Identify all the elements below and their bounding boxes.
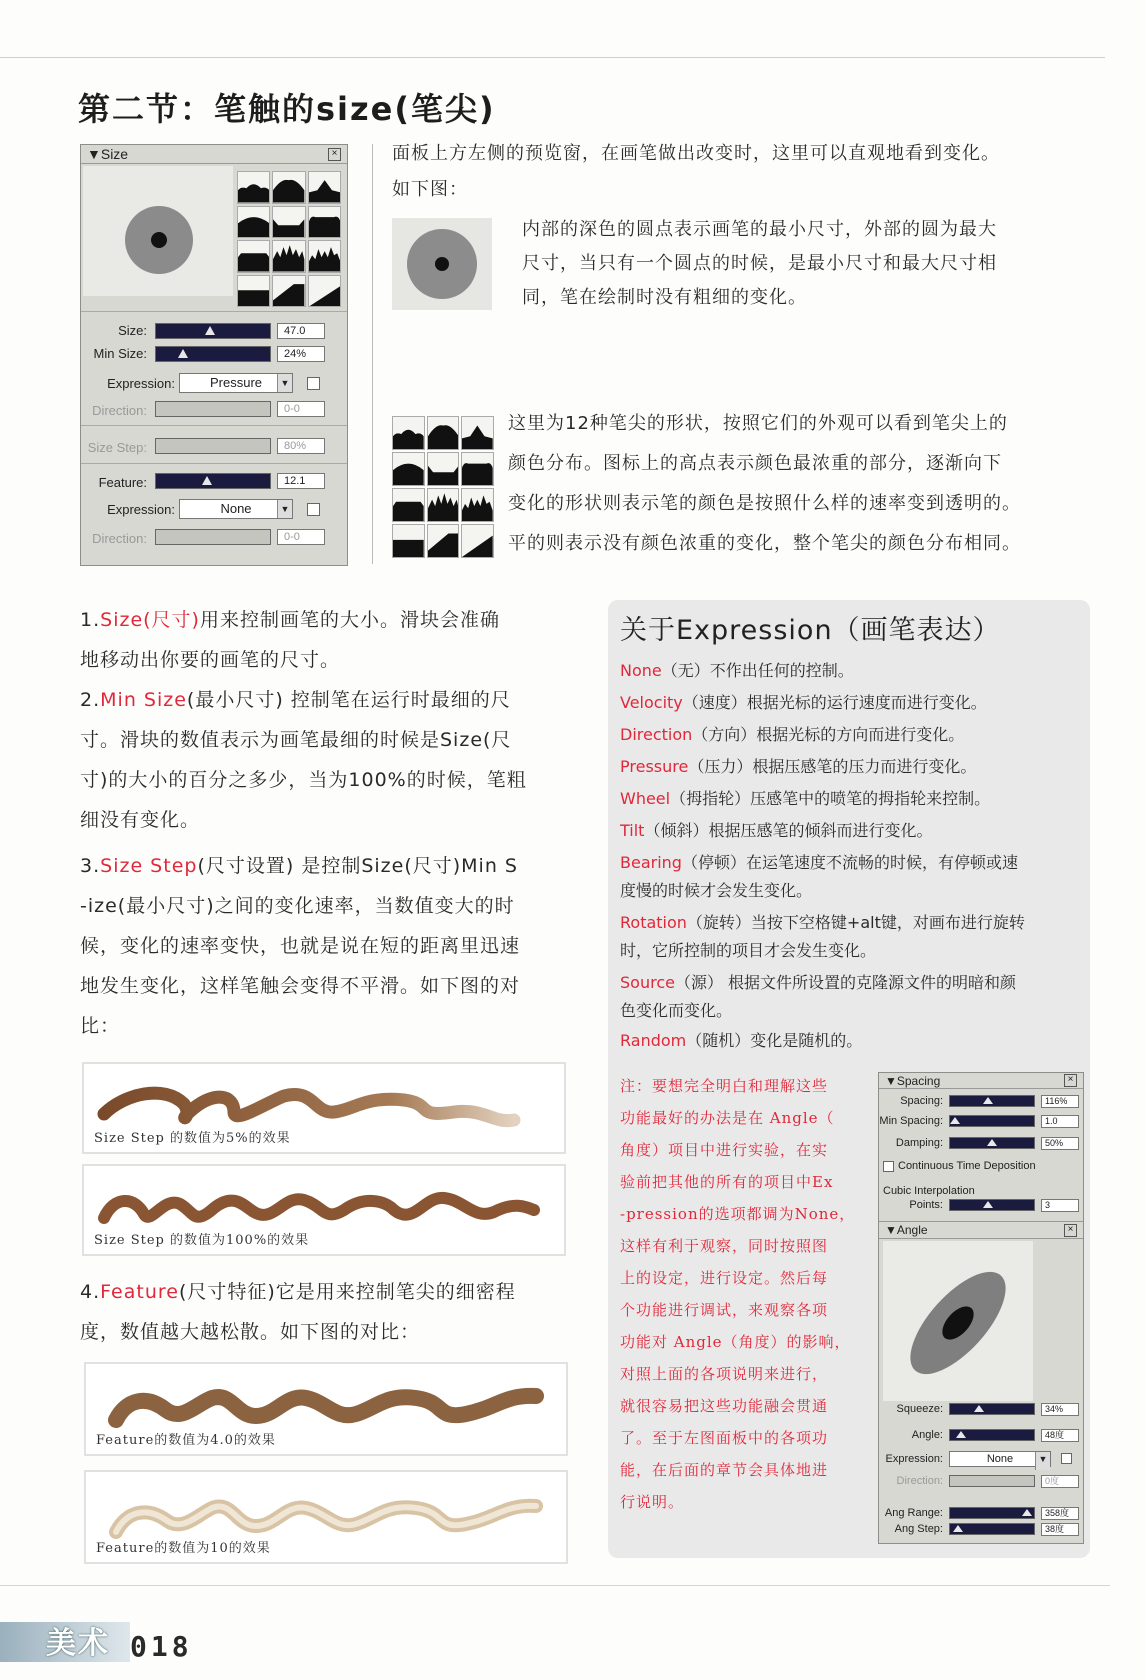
item-3 [80,846,580,886]
tip-shape-12[interactable] [308,275,341,308]
note-line: -pression的选项都调为None， [620,1205,856,1223]
tip-shape-11 [427,524,460,558]
angle-preview [883,1241,1033,1401]
slider-knob[interactable] [983,1097,993,1104]
expression-select[interactable]: Pressure ▼ [179,373,293,393]
tip-shape-7[interactable] [237,240,270,273]
min-spacing-value[interactable]: 1.0 [1041,1115,1079,1128]
item-3-keyword: Size Step [100,855,198,877]
direction-value[interactable]: 0-0 [277,401,325,417]
tip-shape-1[interactable] [237,171,270,204]
item-2-text-3: 寸)的大小的百分之多少，当为100%的时候，笔粗 [80,769,527,791]
page-number: 018 [130,1630,193,1663]
caption-2: Size Step 的数值为100%的效果 [94,1233,310,1248]
feature-value[interactable]: 12.1 [277,473,325,489]
note-line: 角度）项目中进行实验，在实 [620,1141,829,1159]
size-panel-header [81,145,347,164]
ang-step-label: Ang Step: [894,1523,943,1535]
item-3-text-3: 候，变化的速率变快，也就是说在短的距离里迅速 [80,935,521,957]
exp-pressure [620,752,976,782]
brush-dot-icon [83,166,233,296]
exp-pressure-text: （压力）根据压感笔的压力而进行变化。 [688,757,977,776]
tip-shape-1 [392,416,425,450]
direction2-value[interactable]: 0-0 [277,529,325,545]
angle-expression-label: Expression: [885,1453,943,1465]
damping-slider[interactable] [949,1137,1035,1149]
brush-tip-grid [237,171,341,307]
expression-title: 关于Expression（画笔表达） [620,615,1001,646]
size-panel-title: ▼Size [87,146,129,162]
feature-slider[interactable] [155,473,271,489]
exp-direction-kw: Direction [620,725,693,744]
tip-shape-10[interactable] [237,275,270,308]
squeeze-slider[interactable] [949,1403,1035,1415]
exp-random-text: （随机）变化是随机的。 [686,1031,863,1050]
tip-shape-9 [461,488,494,522]
angle-dab-icon [883,1241,1033,1401]
continuous-checkbox[interactable] [883,1161,894,1172]
expression-row [81,373,347,395]
squeeze-row [879,1403,1083,1419]
size-panel [80,144,348,566]
top-rule [0,57,1105,58]
spacing-panel-title: ▼Spacing [885,1073,941,1088]
note-line: 能，在后面的章节会具体地进 [620,1461,829,1479]
left-items [80,600,580,1046]
note-line: 个功能进行调试，来观察各项 [620,1301,829,1319]
spacing-slider[interactable] [949,1095,1035,1107]
direction-row [81,401,347,421]
stroke-sample-3 [84,1362,568,1456]
item-2 [80,680,580,720]
exp-rotation-kw: Rotation [620,913,687,932]
tip-shape-2[interactable] [272,171,305,204]
tip-shape-4[interactable] [237,206,270,239]
expression-invert-checkbox[interactable] [307,377,320,390]
angle-panel-title: ▼Angle [885,1223,928,1237]
exp-bearing-text-2: 度慢的时候才会发生变化。 [620,881,813,900]
angle-direction-row [879,1475,1083,1491]
tip-text-1: 这里为12种笔尖的形状，按照它们的外观可以看到笔尖上的 [508,413,1008,434]
exp-random-kw: Random [620,1031,687,1050]
item-1-text-2: 地移动出你要的画笔的尺寸。 [80,649,341,671]
expression2-select[interactable]: None ▼ [179,499,293,519]
angle-label: Angle: [911,1429,943,1441]
item-3-text-5: 比： [80,1015,121,1037]
item-4-text: (尺寸特征)它是用来控制笔尖的细密程 [178,1281,516,1303]
tip-shape-9[interactable] [308,240,341,273]
feature-row [81,473,347,493]
exp-bearing-text: （停顿）在运笔速度不流畅的时候，有停顿或速 [681,853,1018,872]
tip-text-2: 颜色分布。图标上的高点表示颜色最浓重的部分，逐渐向下 [508,453,1002,474]
ang-step-row [879,1523,1083,1539]
size-value[interactable]: 47.0 [277,323,325,339]
squeeze-label: Squeeze: [896,1403,943,1415]
squeeze-value[interactable]: 34% [1041,1403,1079,1416]
item-4-num: 4. [80,1281,101,1303]
size-row [81,323,347,343]
tip-text-4: 平的则表示没有颜色浓重的变化，整个笔尖的颜色分布相同。 [508,533,1021,554]
exp-velocity-kw: Velocity [620,693,683,712]
tip-text-3: 变化的形状则表示笔的颜色是按照什么样的速率变到透明的。 [508,493,1021,514]
dot-text-3: 同，笔在绘制时没有粗细的变化。 [522,287,807,308]
min-size-label: Min Size: [93,346,147,361]
angle-slider[interactable] [949,1429,1035,1441]
exp-random [620,1026,862,1056]
stroke-sample-2 [82,1164,566,1256]
dot-preview [392,218,492,310]
exp-none [620,656,854,686]
damping-value[interactable]: 50% [1041,1137,1079,1150]
exp-source-text-2: 色变化而变化。 [620,1001,733,1020]
angle-direction-slider[interactable] [949,1475,1035,1487]
exp-rotation-text-2: 时，它所控制的项目才会发生变化。 [620,941,877,960]
angle-value[interactable]: 48度 [1041,1429,1079,1442]
angle-row [879,1429,1083,1445]
expression2-invert-checkbox[interactable] [307,503,320,516]
min-size-row [81,346,347,366]
item-3-text-4: 地发生变化，这样笔触会变得不平滑。如下图的对 [80,975,521,997]
note-line: 这样有利于观察，同时按照图 [620,1237,829,1255]
angle-expression-row [879,1451,1083,1469]
slider-knob[interactable] [205,326,215,335]
angle-expression-select[interactable]: None ▼ [949,1451,1051,1467]
exp-none-text: （无）不作出任何的控制。 [661,661,854,680]
exp-direction-text: （方向）根据光标的方向而进行变化。 [692,725,965,744]
exp-source [620,968,1016,998]
ang-range-row [879,1507,1083,1523]
exp-tilt-text: （倾斜）根据压感笔的倾斜而进行变化。 [644,821,933,840]
dot-text-2: 尺寸，当只有一个圆点的时候，是最小尺寸和最大尺寸相 [522,253,997,274]
tip-shape-3 [461,416,494,450]
tip-shape-7 [392,488,425,522]
points-slider[interactable] [949,1199,1035,1211]
exp-direction [620,720,964,750]
exp-pressure-kw: Pressure [620,757,689,776]
points-value[interactable]: 3 [1041,1199,1079,1212]
page-title: 第二节：笔触的size(笔尖) [78,90,496,128]
footer-rule [0,1585,1110,1586]
note-line: 功能对 Angle（角度）的影响， [620,1333,851,1351]
continuous-row [883,1159,1036,1173]
expression2-label: Expression: [107,502,175,517]
exp-source-kw: Source [620,973,675,992]
direction2-row [81,529,347,549]
item-2-keyword: Min Size [100,689,187,711]
item-2-text-2: 寸。滑块的数值表示为画笔最细的时候是Size(尺 [80,729,512,751]
slider-knob[interactable] [202,476,212,485]
spacing-angle-panel [878,1072,1084,1544]
stroke-sample-4 [84,1470,568,1564]
tip-shape-8[interactable] [272,240,305,273]
note-line: 对照上面的各项说明来进行， [620,1365,829,1383]
tip-shape-5 [427,452,460,486]
brush-preview [83,166,233,296]
angle-panel-header [879,1221,1083,1239]
slider-knob[interactable] [178,349,188,358]
note-line: 验前把其他的所有的项目中Ex [620,1173,834,1191]
exp-bearing-kw: Bearing [620,853,682,872]
exp-velocity [620,688,987,718]
note-line: 上的设定，进行设定。然后每 [620,1269,829,1287]
spacing-value[interactable]: 116% [1041,1095,1079,1108]
note-line: 了。至于左图面板中的各项功 [620,1429,829,1447]
brush-dot-icon [392,218,492,310]
direction2-label: Direction: [92,531,147,546]
ang-step-value[interactable]: 38度 [1041,1523,1079,1536]
close-icon[interactable]: × [1064,1224,1077,1237]
item-3-text-2: -ize(最小尺寸)之间的变化速率，当数值变大的时 [80,895,515,917]
points-label: Points: [909,1199,943,1211]
expression-label: Expression: [107,376,175,391]
tip-shape-6[interactable] [308,206,341,239]
caption-3: Feature的数值为4.0的效果 [96,1433,276,1448]
exp-rotation-text: （旋转）当按下空格键+alt键，对画布进行旋转 [686,913,1025,932]
intro-line-1: 面板上方左侧的预览窗，在画笔做出改变时，这里可以直观地看到变化。 [392,143,1000,164]
slider-knob[interactable] [983,1201,993,1208]
slider-knob[interactable] [953,1525,963,1532]
ang-range-value[interactable]: 358度 [1041,1507,1079,1520]
direction2-slider[interactable] [155,529,271,545]
size-step-label: Size Step: [87,440,147,455]
panel-divider [81,311,347,312]
dot-text-1: 内部的深色的圆点表示画笔的最小尺寸，外部的圆为最大 [522,219,997,240]
item-2-text-4: 细没有变化。 [80,809,201,831]
expression2-row [81,499,347,521]
slider-knob[interactable] [956,1431,966,1438]
item-4-keyword: Feature [100,1281,179,1303]
panel-divider [81,463,347,464]
slider-knob[interactable] [950,1117,960,1124]
note-line: 行说明。 [620,1493,685,1511]
exp-tilt [620,816,932,846]
direction-label: Direction: [92,403,147,418]
spacing-panel-header [879,1073,1083,1089]
panel-divider [81,425,347,426]
tip-shape-12 [461,524,494,558]
cubic-label: Cubic Interpolation [883,1185,975,1197]
size-slider[interactable] [155,323,271,339]
ang-range-label: Ang Range: [884,1507,943,1519]
item-1-text: 用来控制画笔的大小。滑块会准确 [199,609,500,631]
spacing-label: Spacing: [900,1095,943,1107]
damping-row [879,1137,1083,1153]
item-1-keyword: Size(尺寸) [100,609,200,631]
exp-source-text: （源） 根据文件所设置的克隆源文件的明暗和颜 [674,973,1017,992]
tip-shape-11[interactable] [272,275,305,308]
note-line: 功能最好的办法是在 Angle（ [620,1109,835,1127]
ang-step-slider[interactable] [949,1523,1035,1535]
min-size-slider[interactable] [155,346,271,362]
min-spacing-slider[interactable] [949,1115,1035,1127]
exp-rotation [620,908,1025,938]
tip-shape-5[interactable] [272,206,305,239]
tip-shape-8 [427,488,460,522]
angle-expression-checkbox[interactable] [1061,1453,1072,1464]
points-row [879,1199,1083,1215]
stroke-sample-1 [82,1062,566,1154]
caption-4: Feature的数值为10的效果 [96,1541,271,1556]
min-spacing-row [879,1115,1083,1131]
brush-tip-grid-large [392,416,494,558]
exp-tilt-kw: Tilt [620,821,645,840]
continuous-label: Continuous Time Deposition [898,1160,1036,1172]
size-step-slider[interactable] [155,438,271,454]
angle-direction-label: Direction: [896,1475,943,1487]
exp-bearing [620,848,1018,878]
tip-shape-10 [392,524,425,558]
intro-line-2: 如下图： [392,179,468,200]
item-1 [80,600,580,640]
note-line: 就很容易把这些功能融会贯通 [620,1397,829,1415]
item-4 [80,1272,580,1312]
spacing-row [879,1095,1083,1111]
note-block [620,1070,870,1518]
size-step-value[interactable]: 80% [277,438,325,454]
item-2-text: (最小尺寸) 控制笔在运行时最细的尺 [186,689,511,711]
logo: 美术 [46,1626,110,1661]
min-size-value[interactable]: 24% [277,346,325,362]
slider-knob[interactable] [1022,1509,1032,1516]
item-4-block [80,1272,580,1352]
exp-wheel-kw: Wheel [620,789,671,808]
size-label: Size: [118,323,147,338]
tip-shape-4 [392,452,425,486]
exp-velocity-text: （速度）根据光标的运行速度而进行变化。 [682,693,987,712]
ang-range-slider[interactable] [949,1507,1035,1519]
tip-shape-3[interactable] [308,171,341,204]
item-3-text: (尺寸设置) 是控制Size(尺寸)Min S [197,855,518,877]
min-spacing-label: Min Spacing: [879,1115,943,1127]
direction-slider[interactable] [155,401,271,417]
caption-1: Size Step 的数值为5%的效果 [94,1131,291,1146]
exp-wheel [620,784,990,814]
close-icon[interactable]: × [1064,1074,1077,1087]
tip-shape-2 [427,416,460,450]
slider-knob[interactable] [987,1139,997,1146]
note-line: 注：要想完全明白和理解这些 [620,1077,829,1095]
tip-shape-6 [461,452,494,486]
close-icon[interactable]: × [328,148,341,161]
item-1-num: 1. [80,609,101,631]
exp-none-kw: None [620,661,662,680]
column-divider [372,144,373,564]
item-4-text-2: 度，数值越大越松散。如下图的对比： [80,1321,421,1343]
item-3-num: 3. [80,855,101,877]
damping-label: Damping: [895,1137,943,1149]
item-2-num: 2. [80,689,101,711]
size-step-row [81,438,347,458]
feature-label: Feature: [98,475,147,490]
angle-direction-value[interactable]: 0度 [1041,1475,1079,1488]
slider-knob[interactable] [974,1405,984,1412]
exp-wheel-text: （拇指轮）压感笔中的喷笔的拇指轮来控制。 [670,789,991,808]
